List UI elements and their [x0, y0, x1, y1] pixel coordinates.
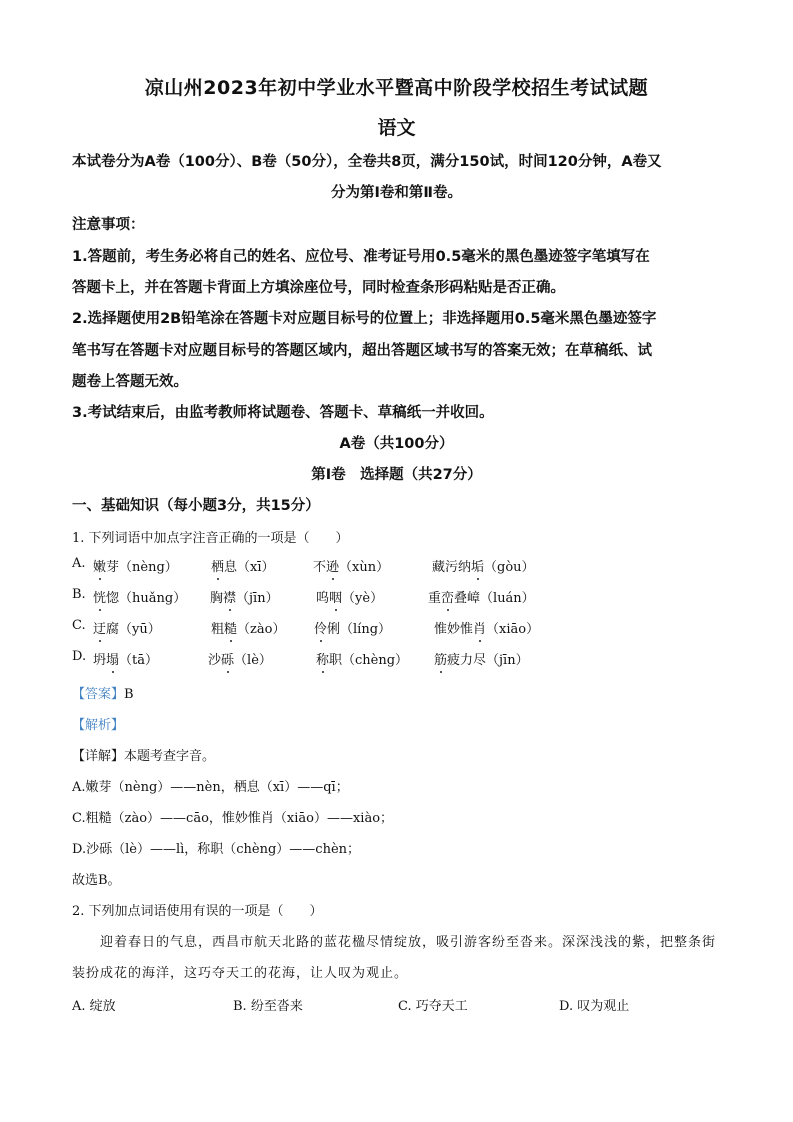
option-item: 藏污纳垢（gòu） — [432, 560, 535, 575]
explanation-line: 故选B。 — [72, 873, 121, 888]
intro-line-2: 分为第Ⅰ卷和第Ⅱ卷。 — [331, 185, 462, 201]
option-item: 筋疲力尽（jīn） — [434, 653, 529, 668]
notice-heading: 注意事项： — [72, 217, 145, 233]
answer-line — [72, 683, 134, 702]
question-2-stem: 2. 下列加点词语使用有误的一项是（ ） — [72, 904, 323, 919]
option-item: 呜咽（yè） — [316, 591, 384, 606]
option-item: 嫩芽（nèng） — [93, 560, 178, 575]
notice-item: 2.选择题使用2B铅笔涂在答题卡对应题目标号的位置上；非选择题用0.5毫米黑色墨迹签字 — [72, 311, 657, 327]
question-1-stem: 1. 下列词语中加点字注音正确的一项是（ ） — [72, 531, 349, 546]
question-2-passage-line-2: 装扮成花的海洋，这巧夺天工的花海，让人叹为观止。 — [72, 966, 409, 981]
option-item: 伶俐（líng） — [314, 622, 392, 637]
intro-line-1: 本试卷分为A卷（100分）、B卷（50分），全卷共8页，满分150试，时间120分钟，A卷又 — [72, 154, 662, 170]
explanation-line: C.粗糙（zào）——cāo，惟妙惟肖（xiāo）——xiào； — [72, 811, 394, 826]
analysis-tag: 【解析】 — [72, 718, 125, 733]
answer-value: B — [124, 687, 134, 702]
question-2-passage-line-1: 迎着春日的气息，西昌市航天北路的蓝花楹尽情绽放，吸引游客纷至沓来。深深浅浅的紫，把整条街 — [100, 935, 717, 950]
notice-item: 题卷上答题无效。 — [72, 374, 188, 390]
option-item: 不逊（xùn） — [313, 560, 390, 575]
option-item: 重峦叠嶂（luán） — [428, 591, 535, 606]
question-2-option-b: B. 纷至沓来 — [233, 999, 303, 1014]
notice-item: 答题卡上，并在答题卡背面上方填涂座位号，同时检查条形码粘贴是否正确。 — [72, 280, 565, 296]
notice-item: 3.考试结束后，由监考教师将试题卷、答题卡、草稿纸一并收回。 — [72, 405, 494, 421]
option-item: 惟妙惟肖（xiāo） — [434, 622, 540, 637]
notice-item: 1.答题前，考生务必将自己的姓名、应位号、准考证号用0.5毫米的黑色墨迹签字笔填写在 — [72, 249, 650, 265]
notice-item: 笔书写在答题卡对应题目标号的答题区域内，超出答题区域书写的答案无效；在草稿纸、试 — [72, 343, 652, 359]
option-item: 恍惚（huǎng） — [93, 591, 187, 606]
option-item: 称职（chèng） — [316, 653, 409, 668]
option-item: 沙砾（lè） — [208, 653, 272, 668]
option-item: 迂腐（yū） — [93, 622, 161, 637]
answer-tag: 【答案】 — [72, 687, 125, 702]
group-1-heading: 一、基础知识（每小题3分，共15分） — [72, 498, 320, 514]
question-2-option-c: C. 巧夺天工 — [398, 999, 468, 1014]
option-label: B. — [72, 587, 86, 602]
option-label: D. — [72, 649, 87, 664]
page-title: 凉山州2023年初中学业水平暨高中阶段学校招生考试试题 — [144, 77, 649, 99]
option-item: 栖息（xī） — [211, 560, 275, 575]
detail-line — [72, 745, 215, 764]
option-item: 坍塌（tā） — [93, 653, 159, 668]
explanation-line: D.沙砾（lè）——lì，称职（chèng）——chèn； — [72, 842, 361, 857]
option-label: C. — [72, 618, 86, 633]
question-2-option-a: A. 绽放 — [72, 999, 116, 1014]
explanation-line: A.嫩芽（nèng）——nèn，栖息（xī）——qī； — [72, 780, 349, 795]
question-2-option-d: D. 叹为观止 — [559, 999, 630, 1014]
subject-title: 语文 — [377, 117, 416, 139]
option-item: 胸襟（jīn） — [210, 591, 279, 606]
part-1-heading: 第Ⅰ卷 选择题（共27分） — [311, 467, 482, 483]
option-label: A. — [72, 556, 86, 571]
detail-text: 本题考查字音。 — [124, 749, 216, 764]
detail-tag: 【详解】 — [72, 749, 125, 764]
volume-a-heading: A卷（共100分） — [339, 436, 454, 452]
option-item: 粗糙（zào） — [211, 622, 286, 637]
